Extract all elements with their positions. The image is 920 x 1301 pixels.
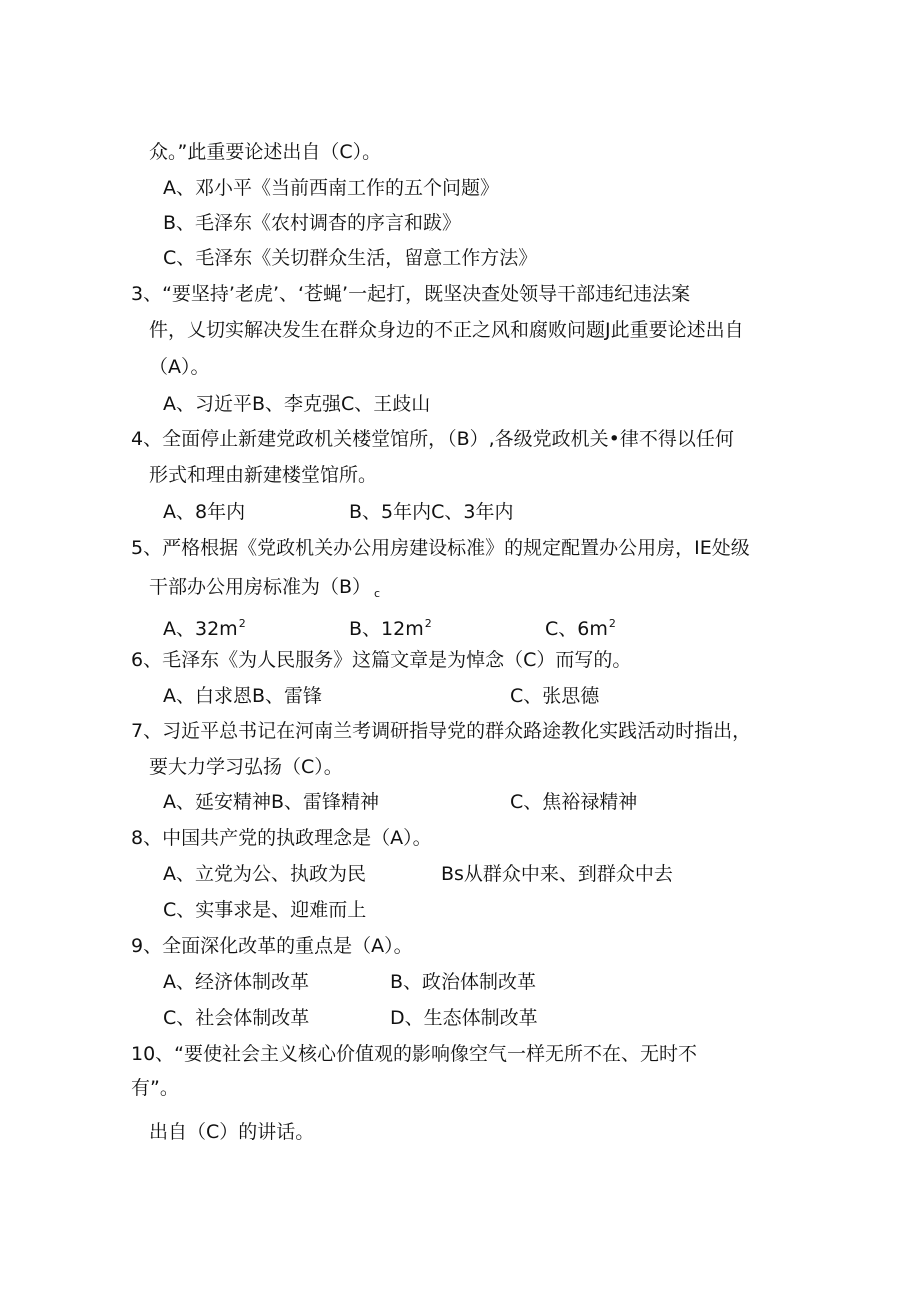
question-line: 9、全面深化改革的重点是（A）。	[131, 935, 413, 957]
option-line: A、习近平B、李克强C、王歧山	[163, 393, 431, 415]
option-a: A、8年内	[163, 501, 246, 523]
option-d: D、生态体制改革	[390, 1007, 538, 1029]
option-b: B、政治体制改革	[390, 971, 537, 993]
option-b: B、$12m^2$	[349, 617, 432, 640]
option-line: A、邓小平《当前西南工作的五个问题》	[163, 177, 499, 199]
question-line: 8、中国共产党的执政理念是（A）。	[131, 827, 432, 849]
question-line: 件，乂切实解决发生在群众身边的不正之风和腐败问题J此重要论述出自	[149, 319, 744, 341]
option-c: C、社会体制改革	[163, 1007, 310, 1029]
question-text: 干部办公用房标准为（B）	[149, 576, 372, 598]
superscript: 2	[424, 617, 432, 630]
option-line: C、实事求是、迎难而上	[163, 899, 367, 921]
question-line: 形式和理由新建楼堂馆所。	[149, 464, 378, 486]
text-line: 众。”此重要论述出自（C）。	[149, 141, 382, 163]
option-b: Bs从群众中来、到群众中去	[441, 863, 673, 885]
option-a: A、$32m^2$	[163, 617, 246, 640]
question-line: 10、“要使社会主义核心价值观的影响像空气一样无所不在、无时不	[131, 1043, 698, 1065]
option-c: C、张思德	[510, 685, 600, 707]
option-c: C、$6m^2$	[545, 617, 616, 640]
option-a: A、立党为公、执政为民	[163, 863, 366, 885]
question-line: （A）。	[149, 356, 210, 378]
question-line: 出自（C）的讲话。	[149, 1121, 315, 1143]
option-c: C、焦裕禄精神	[510, 791, 638, 813]
superscript: 2	[608, 617, 616, 630]
question-line: 有”。	[131, 1077, 179, 1099]
question-text-tail: c	[374, 587, 381, 600]
option-a: A、经济体制改革	[163, 971, 309, 993]
question-line: 6、毛泽东《为人民服务》这篇文章是为悼念（C）而写的。	[131, 649, 632, 671]
question-line: 3、“要坚持’老虎’、‘苍蝇’一起打，既坚决查处领导干部违纪违法案	[131, 283, 691, 305]
option-line: C、毛泽东《关切群众生活，留意工作方法》	[163, 247, 538, 269]
question-line: 4、全面停止新建党政机关楼堂馆所，（B）,各级党政机关•律不得以任何	[131, 428, 734, 450]
option-a: A、白求恩B、雷锋	[163, 685, 323, 707]
question-line	[149, 575, 380, 606]
option-line: B、毛泽东《农村调杳的序言和跋》	[163, 212, 462, 234]
option-b: B、5年内C、3年内	[349, 501, 514, 523]
option-a: A、延安精神B、雷锋精神	[163, 791, 380, 813]
question-line: 要大力学习弘扬（C）。	[149, 756, 343, 778]
question-line: 7、习近平总书记在河南兰考调研指导党的群众路途教化实践活动时指出，	[131, 720, 752, 742]
superscript: 2	[238, 617, 246, 630]
question-line: 5、严格根据《党政机关办公用房建设标准》的规定配置办公用房，IE处级	[131, 537, 750, 559]
